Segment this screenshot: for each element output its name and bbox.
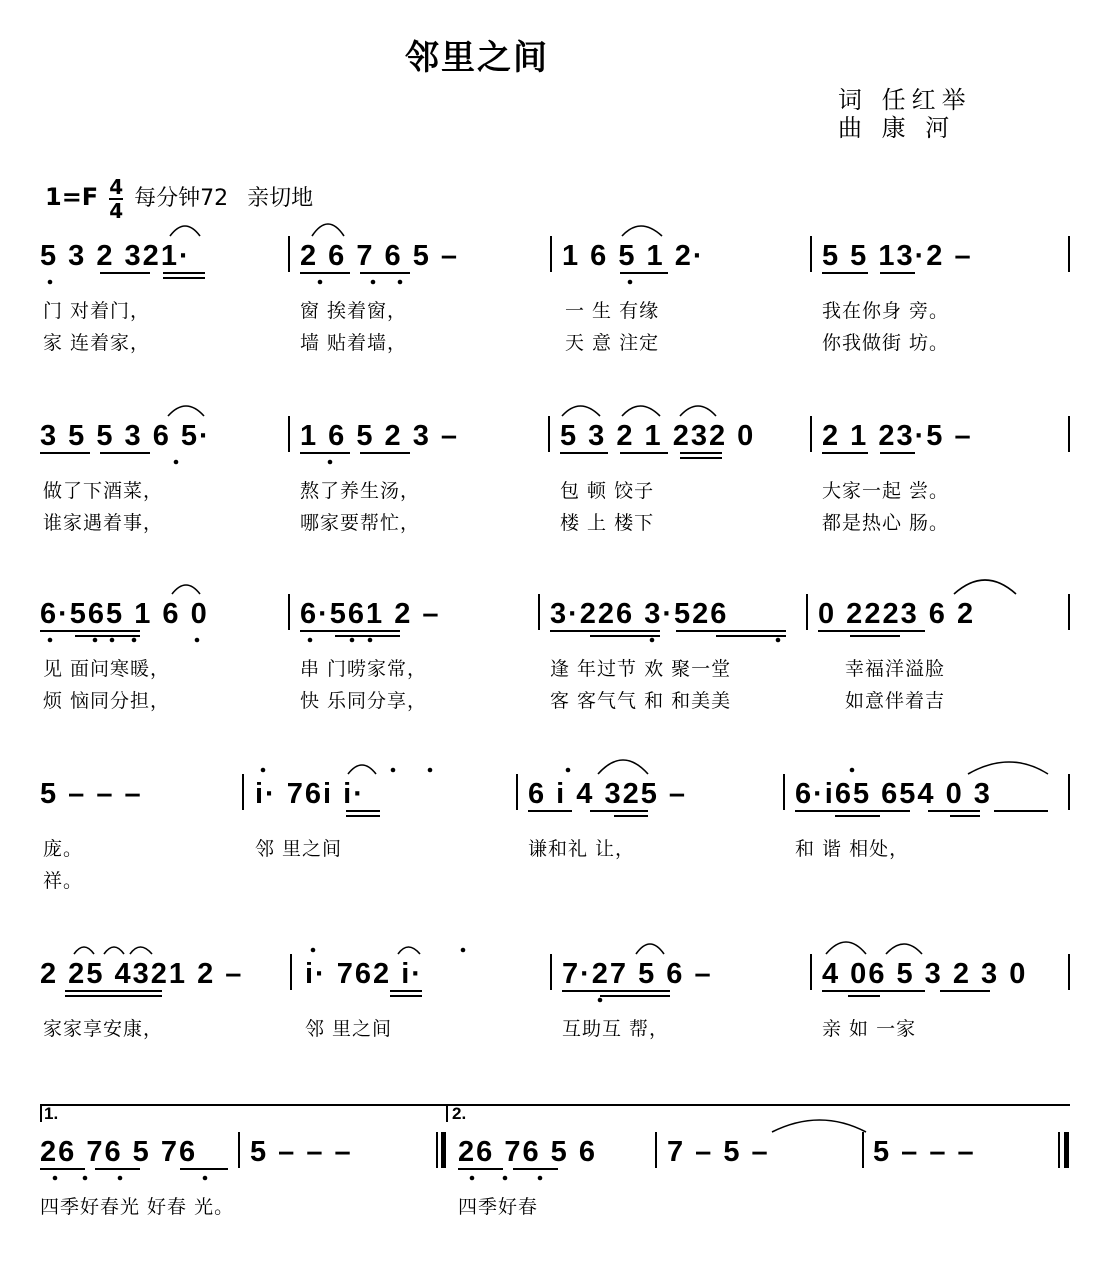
slur (170, 226, 200, 236)
row-2-lyric-2-m4: 都是热心 肠。 (822, 512, 950, 534)
row-3-lyric-2-m4: 如意伴着吉 (845, 690, 946, 712)
row-4-lyric-1-m4: 和 谐 相处， (795, 838, 910, 860)
row-5-lyric-1-m1: 家家享安康， (43, 1018, 164, 1040)
row-6-measure-1-notes: 26 76 5 76 (40, 1136, 198, 1168)
slur (680, 406, 716, 416)
row-3-lyric-2-m2: 快 乐同分享， (300, 690, 428, 712)
row-4-lyric-1-m1: 庞。 (43, 838, 84, 860)
row-5-lyric-1-m3: 互助互 帮， (562, 1018, 670, 1040)
row-1-lyric-2-m4: 你我做街 坊。 (822, 332, 950, 354)
row-1-measure-1-notes: 5 3 2 321· (40, 240, 191, 272)
slur (772, 1120, 866, 1132)
row-3-lyric-2-m1: 烦 恼同分担， (43, 690, 171, 712)
lyricist-credit: 词 任红举 (838, 86, 972, 114)
row-4-lyric-2-m1: 祥。 (43, 870, 84, 892)
slur (968, 762, 1048, 774)
row-3-measure-1-notes: 6·565 1 6 0 (40, 598, 209, 630)
row-4-measure-3-notes: 6 i 4 325 – (528, 778, 688, 810)
slur-marks (74, 224, 1048, 1132)
row-3-lyric-1-m3: 逢 年过节 欢 聚一堂 (550, 658, 732, 680)
row-6-lyric-1-m1: 四季好春光 好春 光。 (40, 1196, 235, 1218)
row-3-measure-4-notes: 0 2223 6 2 (818, 598, 976, 630)
row-1-lyric-1-m4: 我在你身 旁。 (822, 300, 950, 322)
row-5-measure-1-notes: 2 25 4321 2 – (40, 958, 244, 990)
slur (886, 944, 922, 954)
row-4-measure-2-notes: i· 76i i· (255, 778, 365, 810)
row-2-measure-3-notes: 5 3 2 1 232 0 (560, 420, 756, 452)
slur (168, 406, 204, 416)
slur (622, 406, 660, 416)
expression-marking: 亲切地 (247, 186, 314, 211)
row-4-lyric-1-m2: 邻 里之间 (255, 838, 343, 860)
slur (130, 947, 152, 954)
row-3-lyric-1-m4: 幸福洋溢脸 (845, 658, 946, 680)
slur (954, 580, 1016, 594)
row-3-measure-3-notes: 3·226 3·526 (550, 598, 729, 630)
slur (636, 944, 664, 954)
slur (348, 765, 376, 774)
row-5-measure-2-notes: i· 762 i· (305, 958, 423, 990)
row-3-lyric-2-m3: 客 客气气 和 和美美 (550, 690, 732, 712)
row-4-lyric-1-m3: 谦和礼 让， (528, 838, 636, 860)
row-6-lyric-1-m3: 四季好春 (458, 1196, 539, 1218)
row-2-measure-1-notes: 3 5 5 3 6 5· (40, 420, 211, 452)
slur (104, 947, 124, 954)
slur (826, 942, 866, 954)
slur (398, 947, 420, 954)
row-1-lyric-1-m1: 门 对着门， (43, 300, 151, 322)
row-2-lyric-1-m2: 熬了养生汤， (300, 480, 421, 502)
row-1-measure-3-notes: 1 6 5 1 2· (562, 240, 705, 272)
song-title: 邻里之间 (405, 38, 549, 78)
row-2-lyric-2-m1: 谁家遇着事， (43, 512, 164, 534)
row-2-lyric-2-m2: 哪家要帮忙， (300, 512, 421, 534)
row-1-lyric-2-m2: 墙 贴着墙， (300, 332, 408, 354)
time-signature-bottom: 4 (109, 199, 124, 223)
row-4-measure-1-notes: 5 – – – (40, 778, 143, 810)
row-1-lyric-2-m3: 天 意 注定 (565, 332, 660, 354)
row-2-lyric-1-m4: 大家一起 尝。 (822, 480, 950, 502)
slur (312, 224, 344, 236)
row-5-lyric-1-m4: 亲 如 一家 (822, 1018, 917, 1040)
row-1-lyric-1-m2: 窗 挨着窗， (300, 300, 408, 322)
row-3-lyric-1-m1: 见 面问寒暖， (43, 658, 171, 680)
row-5-measure-4-notes: 4 06 5 3 2 3 0 (822, 958, 1028, 990)
row-3-lyric-1-m2: 串 门唠家常， (300, 658, 428, 680)
volta-2-label: 2. (452, 1104, 467, 1123)
row-4-measure-4-notes: 6·i65 654 0 3 (795, 778, 992, 810)
row-6-measure-5-notes: 5 – – – (873, 1136, 976, 1168)
volta-1-label: 1. (44, 1104, 59, 1123)
slur (562, 406, 600, 416)
row-1-measure-2-notes: 2 6 7 6 5 – (300, 240, 460, 272)
row-5-lyric-1-m2: 邻 里之间 (305, 1018, 393, 1040)
slur (598, 760, 648, 774)
row-1-lyric-2-m1: 家 连着家， (43, 332, 151, 354)
key-signature: 1=F (45, 183, 99, 211)
row-2-lyric-2-m3: 楼 上 楼下 (560, 512, 655, 534)
row-6-measure-4-notes: 7 – 5 – (667, 1136, 770, 1168)
row-2-lyric-1-m1: 做了下酒菜， (43, 480, 164, 502)
row-6-measure-2-notes: 5 – – – (250, 1136, 353, 1168)
row-6-measure-3-notes: 26 76 5 6 (458, 1136, 597, 1168)
time-signature-top: 4 (109, 175, 124, 199)
slur (172, 585, 200, 594)
row-2-lyric-1-m3: 包 顿 饺子 (560, 480, 655, 502)
slur (74, 947, 94, 954)
row-3-measure-2-notes: 6·561 2 – (300, 598, 441, 630)
composer-credit: 曲 康 河 (838, 114, 956, 142)
row-2-measure-4-notes: 2 1 23·5 – (822, 420, 973, 452)
row-1-measure-4-notes: 5 5 13·2 – (822, 240, 973, 272)
tempo-marking: 每分钟72 (134, 186, 229, 211)
row-1-lyric-1-m3: 一 生 有缘 (565, 300, 660, 322)
row-2-measure-2-notes: 1 6 5 2 3 – (300, 420, 460, 452)
row-5-measure-3-notes: 7·27 5 6 – (562, 958, 713, 990)
slur (622, 226, 662, 236)
